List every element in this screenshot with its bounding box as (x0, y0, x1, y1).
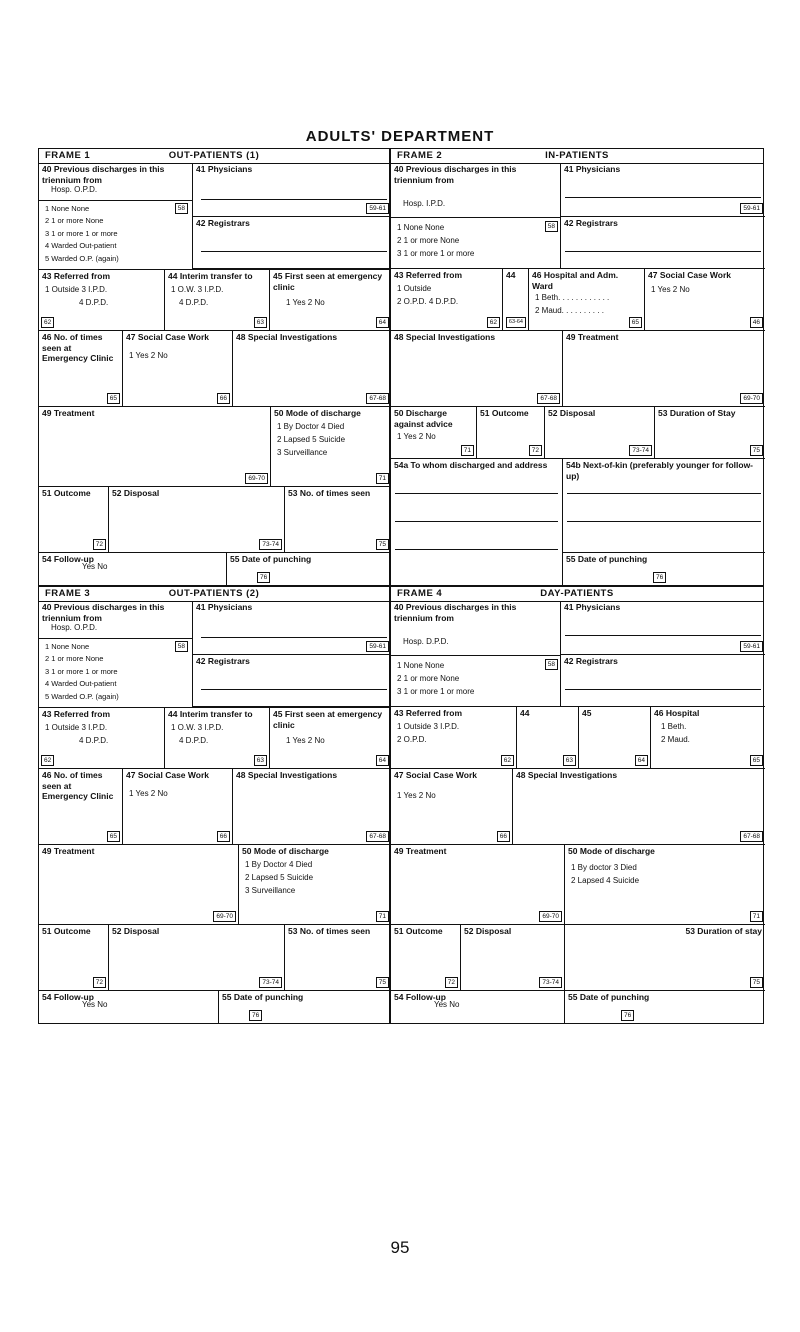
f2-prev-discharges: 40 Previous discharges in this triennium from Hosp. I.P.D. 1 None None 2 1 or more None 3 1 or more 1 or more 58 (391, 163, 561, 269)
f3-referred-from: 43 Referred from 1 Outside 3 I.P.D. 4 D.P.D. 62 (39, 707, 165, 769)
f2-outcome: 51 Outcome 72 (477, 407, 545, 459)
f3-treatment: 49 Treatment 69-70 (39, 845, 239, 925)
f3-prev-discharges-options: 1 None None 2 1 or more None 3 1 or more 1 or more 4 Warded Out-patient 5 Warded O.P. (again) 58 (39, 639, 193, 707)
f2-physicians: 41 Physicians 59-61 (561, 163, 765, 217)
frame-1-outpatients-1 (38, 148, 390, 586)
f2-hospital-adm-ward: 46 Hospital and Adm. Ward 1 Beth. . . . . . . . . . . . 2 Maud. . . . . . . . . . 65 (529, 269, 645, 331)
frame-4-header: FRAME 4 DAY-PATIENTS (391, 587, 763, 602)
page-title: ADULTS' DEPARTMENT (305, 128, 495, 145)
frame-2-header: FRAME 2 IN-PATIENTS (391, 149, 763, 164)
f2-duration-of-stay: 53 Duration of Stay 75 (655, 407, 765, 459)
f2-disposal: 52 Disposal 73-74 (545, 407, 655, 459)
f1-special-investigations: 48 Special Investigations 67-68 (233, 331, 391, 407)
f3-prev-discharges-head: 40 Previous discharges in this triennium from Hosp. O.P.D. (39, 601, 193, 639)
f4-outcome: 51 Outcome 72 (391, 925, 461, 991)
f1-follow-up: 54 Follow-up Yes No (39, 553, 227, 585)
f2-next-of-kin: 54b Next-of-kin (preferably younger for follow-up) (563, 459, 765, 553)
f2-registrars: 42 Registrars (561, 217, 765, 269)
f1-prev-discharges-options: 1 None None 2 1 or more None 3 1 or more 1 or more 4 Warded Out-patient 5 Warded O.P. (again) 58 (39, 201, 193, 269)
f1-referred-from: 43 Referred from 1 Outside 3 I.P.D. 4 D.P.D. 62 (39, 269, 165, 331)
f1-social-case-work: 47 Social Case Work 1 Yes 2 No 66 (123, 331, 233, 407)
f1-physicians: 41 Physicians 59-61 (193, 163, 391, 217)
page-number: 95 (390, 1238, 410, 1257)
f3-registrars: 42 Registrars (193, 655, 391, 707)
f3-follow-up: 54 Follow-up Yes No (39, 991, 219, 1023)
f2-treatment: 49 Treatment 69-70 (563, 331, 765, 407)
f4-hospital: 46 Hospital 1 Beth. 2 Maud. 65 (651, 707, 765, 769)
f4-physicians: 41 Physicians 59-61 (561, 601, 765, 655)
f4-treatment: 49 Treatment 69-70 (391, 845, 565, 925)
f2-special-investigations: 48 Special Investigations 67-68 (391, 331, 563, 407)
f4-registrars: 42 Registrars (561, 655, 765, 707)
frame-2-inpatients (390, 148, 764, 586)
f4-date-of-punching: 55 Date of punching 76 (568, 992, 650, 1019)
f2-discharge-against-advice: 50 Discharge against advice 1 Yes 2 No 71 (391, 407, 477, 459)
f3-times-seen-53: 53 No. of times seen 75 (285, 925, 391, 991)
f4-field-45: 45 64 (579, 707, 651, 769)
f1-registrars: 42 Registrars (193, 217, 391, 269)
frame-4-daypatients (390, 586, 764, 1024)
f4-disposal: 52 Disposal 73-74 (461, 925, 565, 991)
f1-times-seen: 46 No. of times seen at Emergency Clinic 65 (39, 331, 123, 407)
f2-field-44: 44 63-64 (503, 269, 529, 331)
f2-date-of-punching: 55 Date of punching 76 (563, 553, 765, 585)
f3-physicians: 41 Physicians 59-61 (193, 601, 391, 655)
f3-first-seen: 45 First seen at emergency clinic 1 Yes 2 No 64 (270, 707, 391, 769)
f1-interim-transfer: 44 Interim transfer to 1 O.W. 3 I.P.D. 4 D.P.D. 63 (165, 269, 270, 331)
frame-3-outpatients-2 (38, 586, 390, 1024)
f3-date-of-punching: 55 Date of punching 76 (222, 992, 304, 1019)
f4-field-44: 44 63 (517, 707, 579, 769)
f1-first-seen: 45 First seen at emergency clinic 1 Yes 2 No 64 (270, 269, 391, 331)
f3-times-seen: 46 No. of times seen at Emergency Clinic 65 (39, 769, 123, 845)
f3-mode-of-discharge: 50 Mode of discharge 1 By Doctor 4 Died 2 Lapsed 5 Suicide 3 Surveillance 71 (239, 845, 391, 925)
frame-3-header: FRAME 3 OUT-PATIENTS (2) (39, 587, 389, 602)
f1-outcome: 51 Outcome 72 (39, 487, 109, 553)
f3-interim-transfer: 44 Interim transfer to 1 O.W. 3 I.P.D. 4 D.P.D. 63 (165, 707, 270, 769)
f1-disposal: 52 Disposal 73-74 (109, 487, 285, 553)
f3-disposal: 52 Disposal 73-74 (109, 925, 285, 991)
f1-treatment: 49 Treatment 69-70 (39, 407, 271, 487)
f4-special-investigations: 48 Special Investigations 67-68 (513, 769, 765, 845)
f4-follow-up: 54 Follow-up Yes No (391, 991, 565, 1023)
f1-date-of-punching: 55 Date of punching 76 (230, 554, 312, 581)
f4-duration-of-stay: 53 Duration of stay 75 (565, 925, 765, 991)
f2-social-case-work: 47 Social Case Work 1 Yes 2 No 46 (645, 269, 765, 331)
f1-times-seen-53: 53 No. of times seen 75 (285, 487, 391, 553)
f1-mode-of-discharge: 50 Mode of discharge 1 By Doctor 4 Died 2 Lapsed 5 Suicide 3 Surveillance 71 (271, 407, 391, 487)
f4-referred-from: 43 Referred from 1 Outside 3 I.P.D. 2 O.P.D. 62 (391, 707, 517, 769)
f3-social-case-work: 47 Social Case Work 1 Yes 2 No 66 (123, 769, 233, 845)
f1-prev-discharges-head: 40 Previous discharges in this triennium from Hosp. O.P.D. (39, 163, 193, 201)
f3-special-investigations: 48 Special Investigations 67-68 (233, 769, 391, 845)
frame-1-header: FRAME 1 OUT-PATIENTS (1) (39, 149, 389, 164)
f4-social-case-work: 47 Social Case Work 1 Yes 2 No 66 (391, 769, 513, 845)
f2-referred-from: 43 Referred from 1 Outside 2 O.P.D. 4 D.P.D. 62 (391, 269, 503, 331)
f4-mode-of-discharge: 50 Mode of discharge 1 By doctor 3 Died 2 Lapsed 4 Suicide 71 (565, 845, 765, 925)
f4-prev-discharges: 40 Previous discharges in this triennium from Hosp. D.P.D. 1 None None 2 1 or more None 3 1 or more 1 or more 58 (391, 601, 561, 707)
f3-outcome: 51 Outcome 72 (39, 925, 109, 991)
f2-to-whom-discharged: 54a To whom discharged and address (391, 459, 563, 585)
